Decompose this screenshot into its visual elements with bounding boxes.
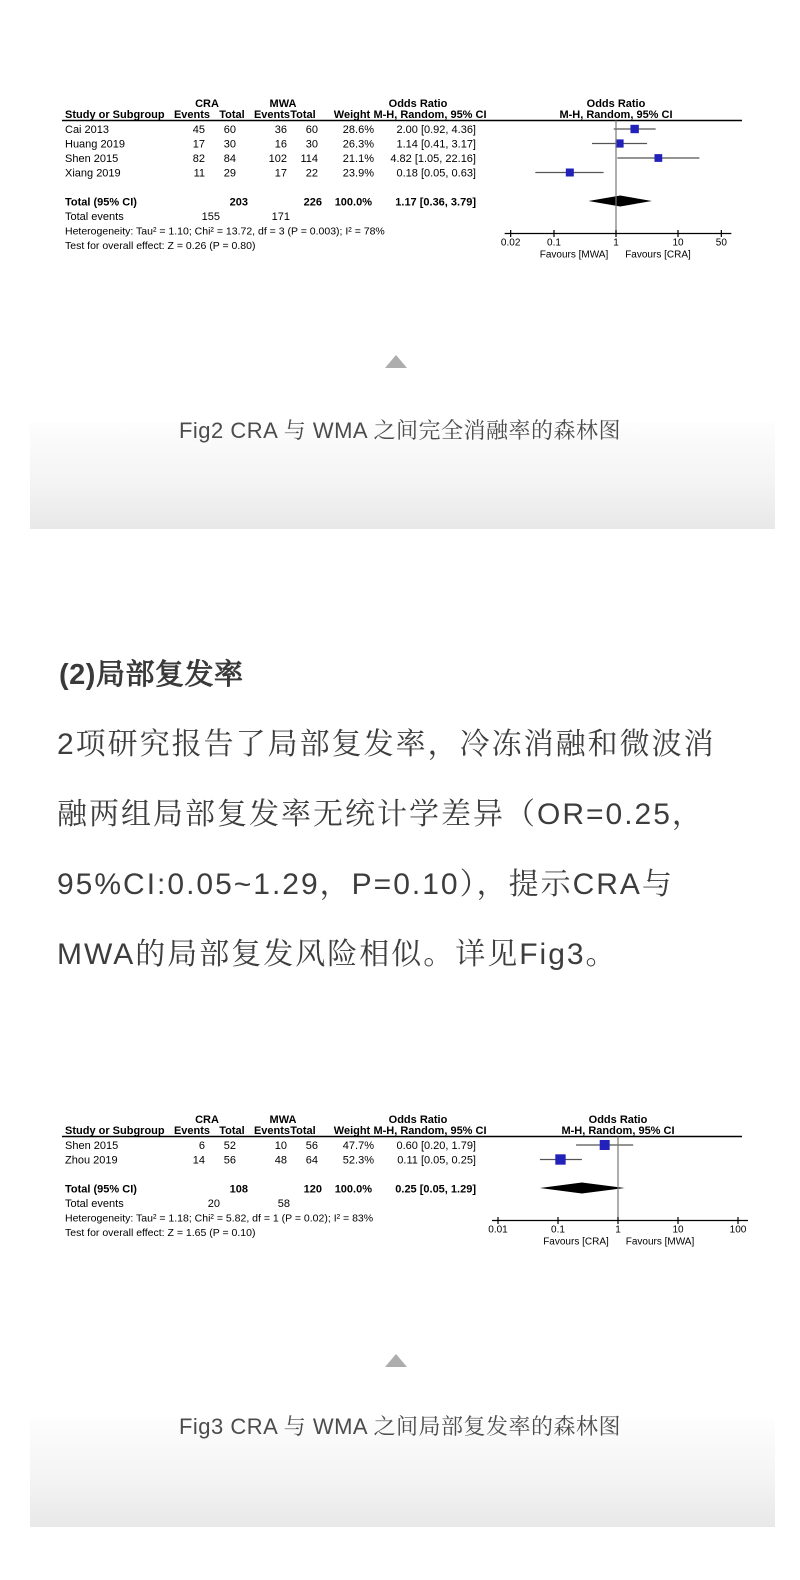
study-name: Huang 2019 (65, 138, 125, 151)
study-name: Shen 2015 (65, 153, 119, 165)
col-group1-header: CRA (195, 1114, 219, 1126)
ci-text: 0.11 [0.05, 0.25] (397, 1154, 476, 1167)
weight-col-header: Weight (333, 1125, 371, 1137)
weight-value: 47.7% (342, 1140, 374, 1152)
paragraph-line: 2项研究报告了局部复发率，冷冻消融和微波消 (57, 728, 716, 761)
events-value: 17 (274, 167, 287, 180)
method-col-header: M-H, Random, 95% CI (373, 1125, 487, 1137)
study-col-header: Study or Subgroup (65, 109, 165, 121)
total-value: 64 (305, 1154, 318, 1167)
collapse-arrow-icon[interactable] (385, 355, 407, 368)
weight-value: 23.9% (342, 167, 374, 180)
odds-ratio-header: Odds Ratio (388, 98, 448, 110)
overall-effect-text: Test for overall effect: Z = 0.26 (P = 0.80) (65, 240, 256, 252)
effect-square (630, 125, 638, 133)
paragraph-line: MWA的局部复发风险相似。详见Fig3。 (57, 938, 618, 971)
events-value: 14 (192, 1154, 205, 1167)
favours-right-label: Favours [MWA] (625, 1236, 695, 1248)
total-events-n2: 58 (277, 1198, 290, 1210)
total-n1: 108 (229, 1183, 248, 1196)
paragraph-line: 融两组局部复发率无统计学差异（OR=0.25， (57, 798, 704, 831)
paragraph-line: 95%CI:0.05~1.29，P=0.10），提示CRA与 (57, 868, 674, 901)
events-value: 48 (274, 1154, 287, 1167)
total-row-label: Total (95% CI) (65, 196, 137, 209)
total-events-label: Total events (65, 211, 124, 223)
events-value: 10 (274, 1140, 287, 1152)
events-col-header: Events (253, 1125, 291, 1137)
total-weight: 100.0% (334, 196, 372, 209)
study-name: Shen 2015 (65, 1140, 119, 1152)
overall-effect-text: Test for overall effect: Z = 1.65 (P = 0.10) (65, 1227, 256, 1239)
events-value: 17 (192, 138, 205, 151)
total-n2: 226 (303, 196, 322, 209)
effect-square (654, 154, 662, 162)
effect-square (555, 1154, 565, 1164)
total-events-n1: 20 (207, 1198, 220, 1210)
total-value: 22 (305, 167, 318, 180)
ci-text: 1.14 [0.41, 3.17] (396, 138, 476, 151)
total-n1: 203 (229, 196, 248, 209)
total-col-header: Total (290, 109, 316, 121)
col-group2-header: MWA (269, 1114, 297, 1126)
pooled-diamond (588, 196, 651, 207)
axis-tick-label: 100 (729, 1224, 747, 1236)
fig2-caption: Fig2 CRA 与 WMA 之间完全消融率的森林图 (178, 418, 622, 443)
events-value: 16 (274, 138, 287, 151)
effect-square (566, 169, 574, 177)
method-graph-header: M-H, Random, 95% CI (561, 1125, 675, 1137)
total-col-header: Total (219, 109, 245, 121)
axis-tick-label: 10 (672, 237, 684, 249)
total-col-header: Total (290, 1125, 316, 1137)
total-value: 56 (305, 1140, 318, 1152)
favours-right-label: Favours [CRA] (625, 249, 691, 261)
weight-value: 21.1% (342, 153, 374, 165)
effect-square (615, 139, 623, 147)
axis-tick-label: 10 (672, 1224, 684, 1236)
weight-value: 28.6% (342, 124, 374, 136)
forest-plot-fig3 (60, 1108, 750, 1258)
method-col-header: M-H, Random, 95% CI (373, 109, 487, 121)
weight-value: 26.3% (342, 138, 374, 151)
heterogeneity-text: Heterogeneity: Tau² = 1.18; Chi² = 5.82, df = 1 (P = 0.02); I² = 83% (65, 1212, 374, 1225)
total-value: 84 (223, 153, 236, 165)
total-ci-text: 0.25 [0.05, 1.29] (395, 1183, 476, 1196)
collapse-arrow-icon[interactable] (385, 1354, 407, 1367)
axis-tick-label: 0.1 (547, 237, 561, 249)
axis-tick-label: 0.1 (551, 1224, 565, 1236)
weight-col-header: Weight (333, 109, 371, 121)
total-events-n2: 171 (271, 211, 290, 223)
body-paragraph (57, 710, 757, 990)
fig3-caption: Fig3 CRA 与 WMA 之间局部复发率的森林图 (178, 1414, 622, 1439)
events-value: 36 (274, 124, 287, 136)
study-name: Xiang 2019 (65, 167, 121, 180)
events-value: 102 (268, 153, 287, 165)
axis-tick-label: 50 (715, 237, 727, 249)
study-name: Cai 2013 (65, 124, 110, 136)
pooled-diamond (540, 1183, 625, 1194)
events-value: 82 (192, 153, 205, 165)
odds-ratio-graph-header: Odds Ratio (586, 98, 646, 110)
total-value: 52 (223, 1140, 236, 1152)
total-value: 29 (223, 167, 236, 180)
total-value: 60 (223, 124, 236, 136)
total-events-n1: 155 (201, 211, 220, 223)
favours-left-label: Favours [CRA] (543, 1236, 609, 1248)
effect-square (600, 1140, 610, 1150)
total-value: 114 (300, 153, 318, 165)
ci-text: 0.60 [0.20, 1.79] (396, 1140, 476, 1152)
total-ci-text: 1.17 [0.36, 3.79] (395, 196, 476, 209)
ci-text: 0.18 [0.05, 0.63] (396, 167, 476, 180)
events-col-header: Events (173, 109, 211, 121)
events-value: 45 (192, 124, 205, 136)
method-graph-header: M-H, Random, 95% CI (559, 109, 673, 121)
total-value: 30 (305, 138, 318, 151)
events-value: 6 (198, 1140, 205, 1152)
total-value: 30 (223, 138, 236, 151)
forest-plot-fig2 (60, 92, 750, 264)
total-value: 60 (305, 124, 318, 136)
weight-value: 52.3% (342, 1154, 374, 1167)
total-weight: 100.0% (334, 1183, 372, 1196)
odds-ratio-graph-header: Odds Ratio (588, 1114, 648, 1126)
total-n2: 120 (303, 1183, 322, 1196)
heterogeneity-text: Heterogeneity: Tau² = 1.10; Chi² = 13.72, df = 3 (P = 0.003); I² = 78% (65, 225, 385, 238)
odds-ratio-header: Odds Ratio (388, 1114, 448, 1126)
ci-text: 2.00 [0.92, 4.36] (396, 124, 476, 136)
total-col-header: Total (219, 1125, 245, 1137)
axis-tick-label: 1 (613, 237, 619, 249)
total-value: 56 (223, 1154, 236, 1167)
axis-tick-label: 1 (615, 1224, 621, 1236)
events-col-header: Events (253, 109, 291, 121)
events-col-header: Events (173, 1125, 211, 1137)
total-events-label: Total events (65, 1198, 124, 1210)
favours-left-label: Favours [MWA] (539, 249, 609, 261)
events-value: 11 (193, 167, 205, 180)
col-group2-header: MWA (269, 98, 297, 110)
total-row-label: Total (95% CI) (65, 1183, 137, 1196)
axis-tick-label: 0.01 (488, 1224, 508, 1236)
axis-tick-label: 0.02 (500, 237, 521, 249)
study-col-header: Study or Subgroup (65, 1125, 165, 1137)
col-group1-header: CRA (195, 98, 219, 110)
section-heading: (2)局部复发率 (59, 659, 244, 691)
study-name: Zhou 2019 (65, 1154, 118, 1167)
ci-text: 4.82 [1.05, 22.16] (390, 153, 476, 165)
